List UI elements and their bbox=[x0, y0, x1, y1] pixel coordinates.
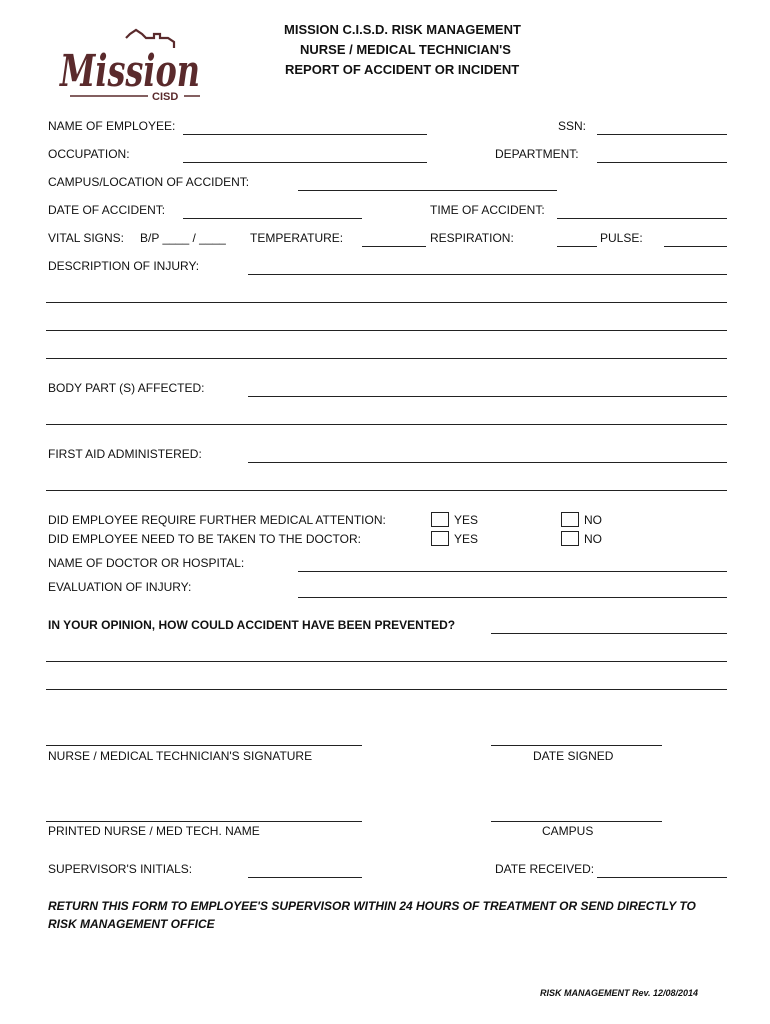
further-attention-yes-label: YES bbox=[454, 513, 479, 527]
evaluation-label: EVALUATION OF INJURY: bbox=[48, 580, 192, 594]
nurse-signature-label: NURSE / MEDICAL TECHNICIAN'S SIGNATURE bbox=[48, 749, 313, 763]
time-of-accident-field[interactable] bbox=[557, 218, 727, 219]
ssn-field[interactable] bbox=[597, 134, 727, 135]
doctor-or-hospital-field[interactable] bbox=[298, 571, 727, 572]
first-aid-line-1[interactable] bbox=[248, 462, 727, 463]
header-line-1: MISSION C.I.S.D. RISK MANAGEMENT bbox=[284, 22, 521, 37]
pulse-label: PULSE: bbox=[600, 231, 643, 245]
further-attention-label: DID EMPLOYEE REQUIRE FURTHER MEDICAL ATTENTION: bbox=[48, 513, 386, 527]
prevention-label: IN YOUR OPINION, HOW COULD ACCIDENT HAVE BEEN PREVENTED? bbox=[48, 618, 456, 632]
first-aid-line-2[interactable] bbox=[46, 490, 727, 491]
prevention-line-2[interactable] bbox=[46, 661, 727, 662]
occupation-field[interactable] bbox=[183, 162, 427, 163]
prevention-line-3[interactable] bbox=[46, 689, 727, 690]
description-line-1[interactable] bbox=[248, 274, 727, 275]
department-label: DEPARTMENT: bbox=[495, 147, 579, 161]
campus-field[interactable] bbox=[491, 821, 662, 822]
logo-word: Mission bbox=[58, 46, 200, 97]
date-received-field[interactable] bbox=[597, 877, 727, 878]
logo-mark bbox=[56, 28, 206, 104]
temperature-field[interactable] bbox=[362, 246, 426, 247]
nurse-signature-field[interactable] bbox=[46, 745, 362, 746]
revision-note: RISK MANAGEMENT Rev. 12/08/2014 bbox=[540, 988, 699, 998]
printed-name-label: PRINTED NURSE / MED TECH. NAME bbox=[48, 824, 260, 838]
taken-to-doctor-yes-checkbox[interactable] bbox=[431, 531, 449, 546]
respiration-label: RESPIRATION: bbox=[430, 231, 514, 245]
taken-to-doctor-yes-label: YES bbox=[454, 532, 479, 546]
temperature-label: TEMPERATURE: bbox=[250, 231, 344, 245]
prevention-line-1[interactable] bbox=[491, 633, 727, 634]
description-line-3[interactable] bbox=[46, 330, 727, 331]
further-attention-no-checkbox[interactable] bbox=[561, 512, 579, 527]
vital-signs-label: VITAL SIGNS: bbox=[48, 231, 125, 245]
department-field[interactable] bbox=[597, 162, 727, 163]
taken-to-doctor-no-label: NO bbox=[584, 532, 602, 546]
header-line-2: NURSE / MEDICAL TECHNICIAN'S bbox=[300, 42, 511, 57]
bp-field[interactable]: B/P ____ / ____ bbox=[140, 231, 226, 245]
mission-cisd-logo bbox=[56, 28, 206, 104]
taken-to-doctor-label: DID EMPLOYEE NEED TO BE TAKEN TO THE DOCTOR: bbox=[48, 532, 361, 546]
return-instruction-line-2: RISK MANAGEMENT OFFICE bbox=[48, 917, 215, 931]
doctor-or-hospital-label: NAME OF DOCTOR OR HOSPITAL: bbox=[48, 556, 245, 570]
time-of-accident-label: TIME OF ACCIDENT: bbox=[430, 203, 545, 217]
description-line-2[interactable] bbox=[46, 302, 727, 303]
date-signed-label: DATE SIGNED bbox=[533, 749, 614, 763]
logo-sub: CISD bbox=[152, 91, 179, 103]
body-part-label: BODY PART (S) AFFECTED: bbox=[48, 381, 205, 395]
date-of-accident-field[interactable] bbox=[183, 218, 362, 219]
further-attention-no-label: NO bbox=[584, 513, 602, 527]
body-part-line-2[interactable] bbox=[46, 424, 727, 425]
date-of-accident-label: DATE OF ACCIDENT: bbox=[48, 203, 166, 217]
name-of-employee-field[interactable] bbox=[183, 134, 427, 135]
taken-to-doctor-no-checkbox[interactable] bbox=[561, 531, 579, 546]
name-of-employee-label: NAME OF EMPLOYEE: bbox=[48, 119, 176, 133]
evaluation-field[interactable] bbox=[298, 597, 727, 598]
supervisor-initials-label: SUPERVISOR'S INITIALS: bbox=[48, 862, 193, 876]
first-aid-label: FIRST AID ADMINISTERED: bbox=[48, 447, 202, 461]
pulse-field[interactable] bbox=[664, 246, 727, 247]
header-line-3: REPORT OF ACCIDENT OR INCIDENT bbox=[285, 62, 520, 77]
campus-location-label: CAMPUS/LOCATION OF ACCIDENT: bbox=[48, 175, 250, 189]
occupation-label: OCCUPATION: bbox=[48, 147, 130, 161]
further-attention-yes-checkbox[interactable] bbox=[431, 512, 449, 527]
printed-name-field[interactable] bbox=[46, 821, 362, 822]
ssn-label: SSN: bbox=[558, 119, 587, 133]
respiration-field[interactable] bbox=[557, 246, 597, 247]
supervisor-initials-field[interactable] bbox=[248, 877, 362, 878]
date-received-label: DATE RECEIVED: bbox=[495, 862, 595, 876]
description-of-injury-label: DESCRIPTION OF INJURY: bbox=[48, 259, 200, 273]
return-instruction-line-1: RETURN THIS FORM TO EMPLOYEE'S SUPERVISOR WITHIN 24 HOURS OF TREATMENT OR SEND DIRECTLY TO bbox=[48, 899, 696, 913]
campus-location-field[interactable] bbox=[298, 190, 557, 191]
campus-label: CAMPUS bbox=[542, 824, 594, 838]
description-line-4[interactable] bbox=[46, 358, 727, 359]
body-part-line-1[interactable] bbox=[248, 396, 727, 397]
date-signed-field[interactable] bbox=[491, 745, 662, 746]
